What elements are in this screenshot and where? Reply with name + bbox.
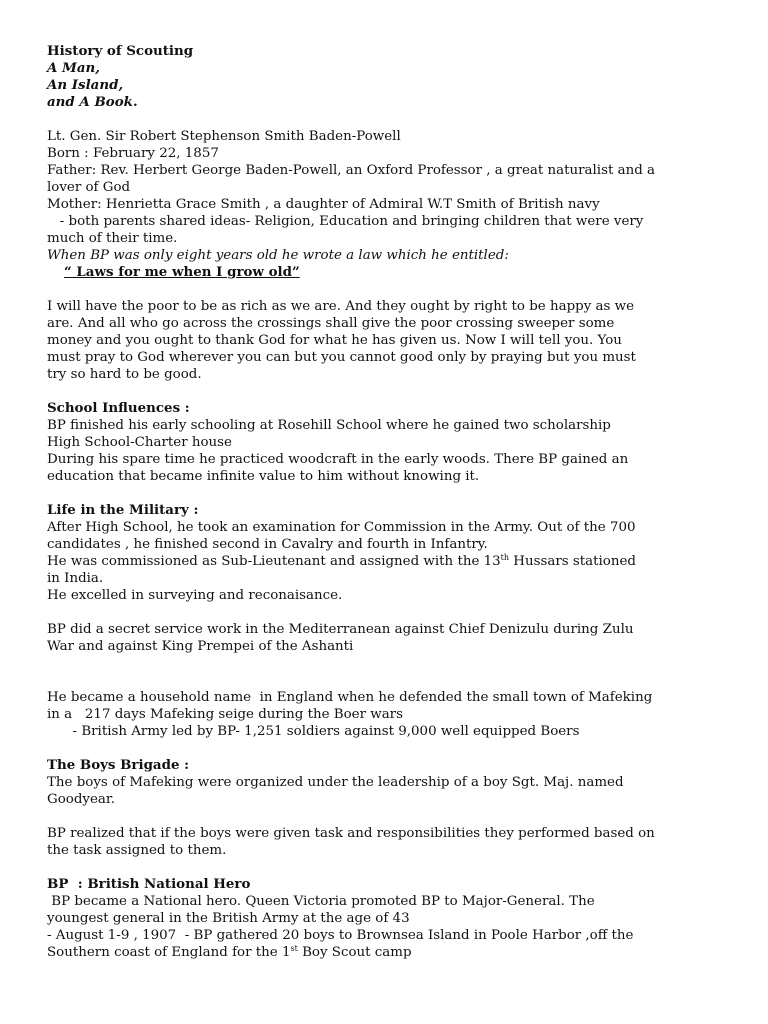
military-line-4: in India.: [47, 571, 104, 586]
school-line: High School-Charter house: [47, 435, 232, 450]
school-line: BP finished his early schooling at Rosehill School where he gained two scholarship: [47, 418, 611, 433]
military-heading: Life in the Military :: [47, 502, 199, 518]
boys-line-1: The boys of Mafeking were organized under the leadership of a boy Sgt. Maj. named: [47, 775, 624, 790]
bp-full-name: Lt. Gen. Sir Robert Stephenson Smith Baden-Powell: [47, 129, 401, 144]
mafeking-line-1: He became a household name in England when he defended the small town of Mafeking: [47, 690, 653, 705]
hero-line-4-pre: Southern coast of England for the 1: [47, 945, 291, 960]
law-text-line: try so hard to be good.: [47, 367, 202, 382]
secret-service-line-1: BP did a secret service work in the Mediterranean against Chief Denizulu during Zulu: [47, 622, 634, 637]
document-page: [47, 43, 737, 961]
father-line-1: Father: Rev. Herbert George Baden-Powell, an Oxford Professor , a great naturalist and a: [47, 163, 656, 178]
boys-line-4: the task assigned to them.: [47, 843, 227, 858]
national-hero-heading: BP : British National Hero: [47, 876, 251, 892]
father-line-2: lover of God: [47, 180, 131, 195]
eight-years-line: When BP was only eight years old he wrote a law which he entitled:: [47, 248, 509, 263]
law-text-line: are. And all who go across the crossings shall give the poor crossing sweeper some: [47, 316, 615, 331]
military-line-5: He excelled in surveying and reconaisance.: [47, 588, 343, 603]
mafeking-line-2: in a 217 days Mafeking seige during the Boer wars: [47, 707, 403, 722]
school-line: During his spare time he practiced woodcraft in the early woods. There BP gained an: [47, 452, 629, 467]
military-line-2: candidates , he finished second in Cavalry and fourth in Infantry.: [47, 537, 488, 552]
mafeking-line-3: - British Army led by BP- 1,251 soldiers against 9,000 well equipped Boers: [47, 724, 580, 739]
subtitle-island: An Island,: [47, 77, 124, 93]
military-line-3-post: Hussars stationed: [509, 554, 636, 569]
subtitle-man: A Man,: [47, 60, 100, 76]
parents-line-1: - both parents shared ideas- Religion, Education and bringing children that were very: [47, 214, 644, 229]
law-text-line: money and you ought to thank God for what he has given us. Now I will tell you. You: [47, 333, 622, 348]
hero-line-2: youngest general in the British Army at the age of 43: [47, 911, 410, 926]
doc-title: History of Scouting: [47, 43, 194, 59]
secret-service-line-2: War and against King Prempei of the Ashanti: [47, 639, 354, 654]
military-line-3-pre: He was commissioned as Sub-Lieutenant and assigned with the 13: [47, 554, 501, 569]
hero-line-4-post: Boy Scout camp: [297, 945, 412, 960]
birth-date: Born : February 22, 1857: [47, 146, 219, 161]
hero-line-3: - August 1-9 , 1907 - BP gathered 20 boys to Brownsea Island in Poole Harbor ,off the: [47, 928, 634, 943]
military-line-3: [47, 553, 737, 570]
hero-line-4: [47, 944, 737, 961]
law-text-line: I will have the poor to be as rich as we are. And they ought by right to be happy as we: [47, 299, 635, 314]
parents-line-2: much of their time.: [47, 231, 178, 246]
ordinal-suffix: th: [500, 553, 510, 562]
laws-title-text: “ Laws for me when I grow old”: [64, 264, 300, 280]
school-line: education that became infinite value to him without knowing it.: [47, 469, 480, 484]
subtitle-book: and A Book.: [47, 94, 138, 110]
mother-line: Mother: Henrietta Grace Smith , a daughter of Admiral W.T Smith of British navy: [47, 197, 600, 212]
ordinal-suffix: st: [290, 944, 298, 953]
boys-line-3: BP realized that if the boys were given task and responsibilities they performed based on: [47, 826, 655, 841]
military-line-1: After High School, he took an examination for Commission in the Army. Out of the 700: [47, 520, 636, 535]
boys-brigade-heading: The Boys Brigade :: [47, 757, 190, 773]
boys-line-2: Goodyear.: [47, 792, 116, 807]
laws-title: [47, 264, 737, 281]
school-heading: School Influences :: [47, 400, 190, 416]
law-text-line: must pray to God wherever you can but you cannot good only by praying but you must: [47, 350, 636, 365]
hero-line-1: BP became a National hero. Queen Victoria promoted BP to Major-General. The: [47, 894, 595, 909]
